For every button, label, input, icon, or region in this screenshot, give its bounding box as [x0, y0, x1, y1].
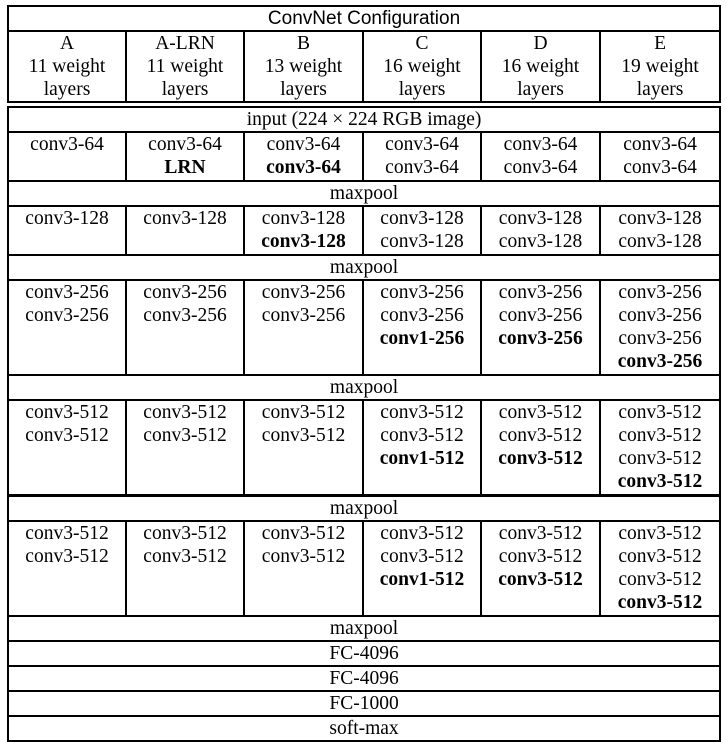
column-description-line: layers: [636, 79, 684, 100]
title-row: [8, 6, 720, 31]
column-header-b: [244, 31, 363, 102]
softmax-row: [8, 716, 720, 741]
column-description-line: 11 weight: [146, 56, 224, 77]
column-label: A: [59, 33, 75, 54]
layer-label: conv3-64: [385, 134, 459, 155]
layer-cell-b: [244, 521, 363, 616]
table-body: [8, 6, 720, 741]
layer-label: conv3-512: [498, 448, 583, 469]
layer-label: conv3-512: [618, 569, 702, 590]
layer-label: conv3-128: [380, 208, 464, 229]
conv-block-5-row: [8, 521, 720, 616]
layer-label: conv3-256: [143, 282, 227, 303]
layer-label: conv3-256: [380, 305, 464, 326]
input-row: [8, 107, 720, 132]
layer-label: conv3-512: [380, 425, 464, 446]
layer-label: conv3-512: [261, 425, 346, 446]
layer-cell-d: [481, 206, 600, 255]
layer-label: conv3-512: [618, 425, 702, 446]
layer-label: conv1-512: [379, 569, 465, 590]
maxpool-3-cell: maxpool: [8, 375, 720, 400]
layer-label: conv3-512: [261, 546, 346, 567]
conv-block-4-row: [8, 400, 720, 496]
layer-cell-a: [8, 280, 126, 375]
maxpool-1-row: [8, 181, 720, 206]
layer-label: conv3-64: [266, 157, 341, 178]
column-description-line: layers: [43, 79, 91, 100]
layer-label: conv3-512: [380, 402, 464, 423]
layer-label: conv3-64: [266, 134, 341, 155]
layer-label: conv3-512: [498, 546, 583, 567]
column-label: C: [415, 33, 429, 54]
fc-layer-1-row: [8, 641, 720, 666]
column-description-line: 16 weight: [383, 56, 461, 77]
layer-cell-a-lrn: [126, 280, 244, 375]
layer-label: conv3-256: [498, 305, 583, 326]
maxpool-2-row: [8, 255, 720, 280]
layer-label: conv3-512: [498, 523, 583, 544]
column-description-line: 19 weight: [621, 56, 699, 77]
column-description-line: layers: [517, 79, 564, 100]
maxpool-4-cell: maxpool: [8, 496, 720, 522]
layer-label: conv3-64: [503, 157, 578, 178]
layer-label: conv3-512: [617, 471, 703, 492]
column-description-line: layers: [161, 79, 209, 100]
layer-label: conv3-512: [25, 546, 109, 567]
layer-label: conv3-128: [380, 231, 464, 252]
fc-layer-3-row: [8, 691, 720, 716]
fc-layer-3-cell: FC-1000: [8, 691, 720, 716]
layer-cell-d: [481, 132, 600, 181]
layer-label: conv3-512: [380, 523, 464, 544]
layer-label: conv3-64: [623, 134, 697, 155]
column-header-c: [363, 31, 481, 102]
maxpool-4-row: [8, 496, 720, 522]
layer-cell-a-lrn: [126, 521, 244, 616]
layer-cell-e: [600, 400, 720, 496]
layer-label: conv1-256: [379, 328, 465, 349]
layer-cell-b: [244, 280, 363, 375]
layer-cell-c: [363, 280, 481, 375]
layer-cell-a: [8, 206, 126, 255]
layer-cell-e: [600, 280, 720, 375]
layer-label: conv3-512: [380, 546, 464, 567]
layer-cell-c: [363, 132, 481, 181]
column-header-d: [481, 31, 600, 102]
layer-label: conv3-64: [623, 157, 697, 178]
layer-label: conv3-512: [143, 402, 227, 423]
layer-label: conv3-256: [261, 305, 346, 326]
layer-label: conv3-256: [617, 351, 703, 372]
layer-label: LRN: [164, 157, 206, 178]
layer-cell-a-lrn: [126, 132, 244, 181]
layer-cell-d: [481, 521, 600, 616]
layer-label: conv3-128: [143, 208, 227, 229]
layer-label: conv3-128: [25, 208, 109, 229]
layer-cell-d: [481, 280, 600, 375]
layer-label: conv3-512: [25, 523, 109, 544]
layer-label: conv3-512: [618, 448, 702, 469]
layer-label: conv3-256: [618, 282, 702, 303]
layer-label: conv3-512: [617, 592, 703, 613]
layer-cell-b: [244, 132, 363, 181]
layer-label: conv3-128: [498, 231, 583, 252]
column-description-line: 16 weight: [501, 56, 580, 77]
layer-cell-d: [481, 400, 600, 496]
layer-label: conv3-512: [618, 523, 702, 544]
maxpool-3-row: [8, 375, 720, 400]
layer-cell-e: [600, 206, 720, 255]
layer-label: conv3-128: [261, 208, 346, 229]
layer-label: conv3-256: [143, 305, 227, 326]
layer-label: conv3-512: [143, 546, 227, 567]
convnet-configuration-table: [7, 5, 721, 742]
layer-label: conv3-256: [618, 305, 702, 326]
layer-cell-a: [8, 400, 126, 496]
fc-layer-1-cell: FC-4096: [8, 641, 720, 666]
layer-cell-a-lrn: [126, 400, 244, 496]
maxpool-5-cell: maxpool: [8, 616, 720, 641]
layer-label: conv3-256: [25, 282, 109, 303]
column-description-line: layers: [280, 79, 327, 100]
column-header-a: [8, 31, 126, 102]
layer-label: conv3-512: [498, 402, 583, 423]
fc-layer-2-row: [8, 666, 720, 691]
column-label: B: [296, 33, 310, 54]
layer-cell-b: [244, 400, 363, 496]
layer-label: conv3-256: [380, 282, 464, 303]
conv-block-3-row: [8, 280, 720, 375]
layer-label: conv3-128: [618, 231, 702, 252]
layer-label: conv3-256: [498, 282, 583, 303]
layer-label: conv3-512: [261, 402, 346, 423]
layer-label: conv3-128: [618, 208, 702, 229]
layer-label: conv3-64: [148, 134, 222, 155]
conv-block-1-row: [8, 132, 720, 181]
layer-label: conv3-256: [25, 305, 109, 326]
layer-label: conv3-512: [143, 425, 227, 446]
layer-cell-a-lrn: [126, 206, 244, 255]
column-label: D: [533, 33, 548, 54]
layer-label: conv3-256: [261, 282, 346, 303]
layer-cell-b: [244, 206, 363, 255]
maxpool-5-row: [8, 616, 720, 641]
layer-label: conv3-256: [618, 328, 702, 349]
layer-label: conv3-128: [261, 231, 346, 252]
layer-label: conv3-512: [261, 523, 346, 544]
layer-label: conv3-512: [25, 425, 109, 446]
column-description-line: 13 weight: [264, 56, 343, 77]
layer-cell-a: [8, 521, 126, 616]
layer-label: conv3-512: [618, 402, 702, 423]
maxpool-2-cell: maxpool: [8, 255, 720, 280]
layer-label: conv3-64: [385, 157, 459, 178]
column-description-line: 11 weight: [28, 56, 106, 77]
column-description-line: layers: [398, 79, 446, 100]
layer-cell-e: [600, 132, 720, 181]
layer-label: conv3-512: [25, 402, 109, 423]
input-cell: input (224 × 224 RGB image): [8, 107, 720, 132]
layer-cell-e: [600, 521, 720, 616]
layer-label: conv1-512: [379, 448, 465, 469]
layer-label: conv3-512: [143, 523, 227, 544]
fc-layer-2-cell: FC-4096: [8, 666, 720, 691]
column-header-e: [600, 31, 720, 102]
layer-label: conv3-64: [30, 134, 104, 155]
conv-block-2-row: [8, 206, 720, 255]
table-title: ConvNet Configuration: [8, 6, 720, 31]
layer-cell-c: [363, 206, 481, 255]
layer-label: conv3-128: [498, 208, 583, 229]
column-label: A-LRN: [155, 33, 215, 54]
softmax-cell: soft-max: [8, 716, 720, 741]
maxpool-1-cell: maxpool: [8, 181, 720, 206]
layer-label: conv3-512: [618, 546, 702, 567]
layer-cell-a: [8, 132, 126, 181]
layer-label: conv3-512: [498, 425, 583, 446]
layer-label: conv3-256: [498, 328, 583, 349]
column-header-row: [8, 31, 720, 102]
layer-label: conv3-512: [498, 569, 583, 590]
layer-label: conv3-64: [503, 134, 578, 155]
layer-cell-c: [363, 521, 481, 616]
column-label: E: [654, 33, 666, 54]
layer-cell-c: [363, 400, 481, 496]
column-header-a-lrn: [126, 31, 244, 102]
